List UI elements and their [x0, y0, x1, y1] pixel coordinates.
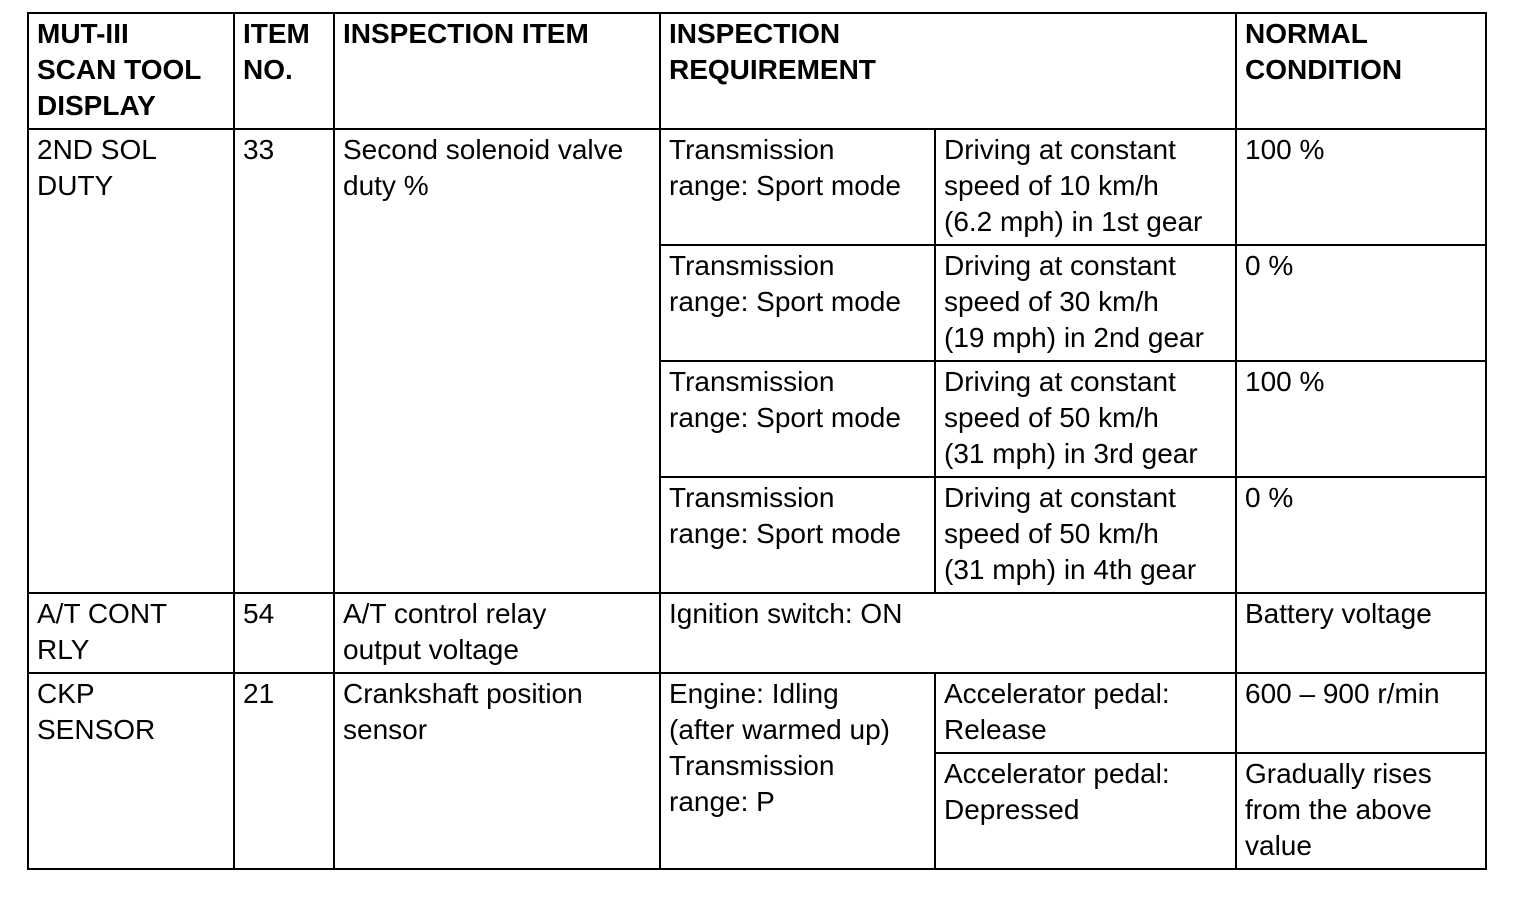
- cell-inspection-item: Second solenoid valve duty %: [334, 129, 660, 593]
- header-inspection-requirement: INSPECTION REQUIREMENT: [660, 13, 1236, 129]
- cell-range: Transmission range: Sport mode: [660, 245, 935, 361]
- cell-requirement: Engine: Idling (after warmed up) Transmission range: P: [660, 673, 935, 869]
- cell-condition: Driving at constant speed of 50 km/h (31 mph) in 4th gear: [935, 477, 1236, 593]
- header-normal-condition: NORMAL CONDITION: [1236, 13, 1486, 129]
- table-row: [28, 593, 1486, 673]
- cell-normal: 0 %: [1236, 245, 1486, 361]
- cell-condition: Accelerator pedal: Depressed: [935, 753, 1236, 869]
- cell-condition: Driving at constant speed of 50 km/h (31 mph) in 3rd gear: [935, 361, 1236, 477]
- cell-normal: 0 %: [1236, 477, 1486, 593]
- cell-display: A/T CONT RLY: [28, 593, 234, 673]
- cell-item-no: 21: [234, 673, 334, 869]
- cell-item-no: 33: [234, 129, 334, 593]
- header-inspection-item: INSPECTION ITEM: [334, 13, 660, 129]
- inspection-table: [27, 12, 1487, 870]
- header-row: [28, 13, 1486, 129]
- cell-inspection-item: A/T control relay output voltage: [334, 593, 660, 673]
- table-row: [28, 673, 1486, 753]
- header-display: MUT-III SCAN TOOL DISPLAY: [28, 13, 234, 129]
- cell-normal: Battery voltage: [1236, 593, 1486, 673]
- cell-condition: Driving at constant speed of 30 km/h (19 mph) in 2nd gear: [935, 245, 1236, 361]
- cell-display: 2ND SOL DUTY: [28, 129, 234, 593]
- cell-range: Transmission range: Sport mode: [660, 129, 935, 245]
- cell-normal: Gradually rises from the above value: [1236, 753, 1486, 869]
- cell-item-no: 54: [234, 593, 334, 673]
- cell-normal: 600 – 900 r/min: [1236, 673, 1486, 753]
- cell-condition: Driving at constant speed of 10 km/h (6.2 mph) in 1st gear: [935, 129, 1236, 245]
- cell-requirement: Ignition switch: ON: [660, 593, 1236, 673]
- cell-range: Transmission range: Sport mode: [660, 477, 935, 593]
- cell-inspection-item: Crankshaft position sensor: [334, 673, 660, 869]
- cell-range: Transmission range: Sport mode: [660, 361, 935, 477]
- header-item-no: ITEM NO.: [234, 13, 334, 129]
- table-row: [28, 129, 1486, 245]
- cell-normal: 100 %: [1236, 361, 1486, 477]
- cell-condition: Accelerator pedal: Release: [935, 673, 1236, 753]
- cell-normal: 100 %: [1236, 129, 1486, 245]
- cell-display: CKP SENSOR: [28, 673, 234, 869]
